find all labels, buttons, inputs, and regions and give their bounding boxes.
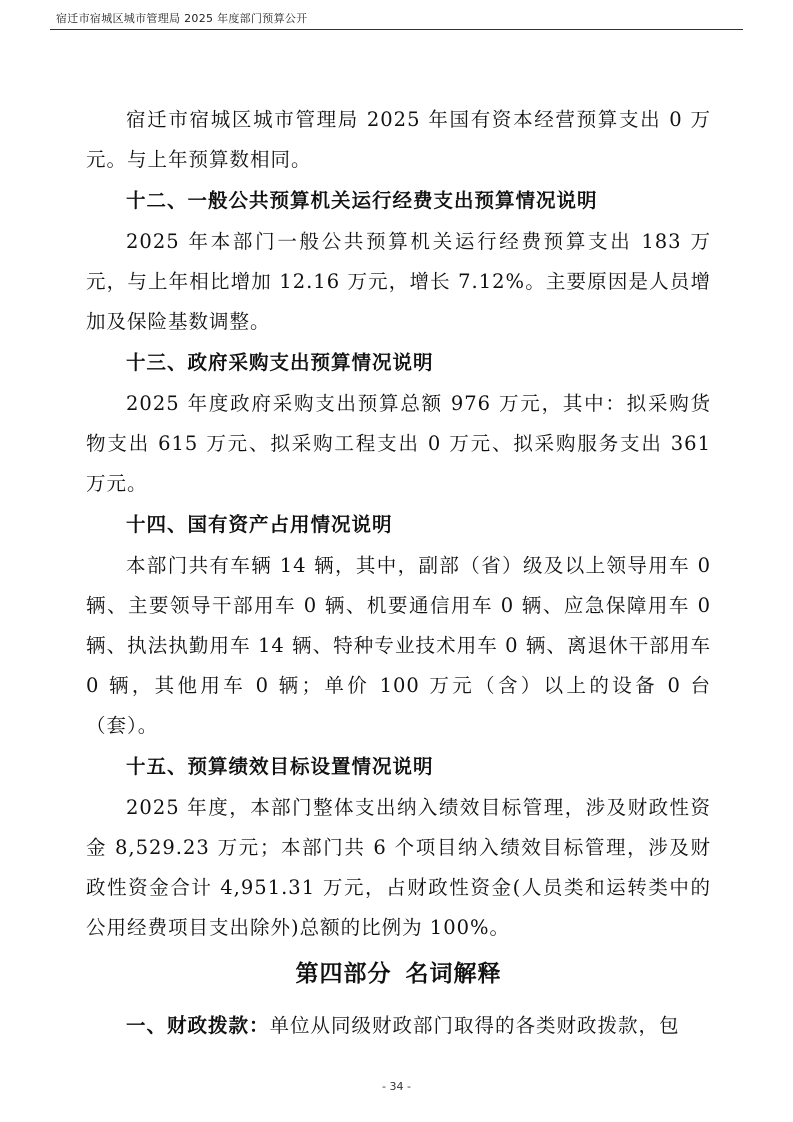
heading-section-12: 十二、一般公共预算机关运行经费支出预算情况说明 <box>126 189 598 212</box>
part-four-label: 第四部分 <box>295 960 392 987</box>
section-15-paragraph: 2025 年度，本部门整体支出纳入绩效目标管理，涉及财政性资金 8,529.23 万元；本部门共 6 个项目纳入绩效目标管理，涉及财政性资金合计 4,951.31 万元，占财政性资金(人员类和运转类中的公用经费项目支出除外)总额的比例为 100%。 <box>86 796 711 939</box>
section-12-paragraph: 2025 年本部门一般公共预算机关运行经费预算支出 183 万元，与上年相比增加 12.16 万元，增长 7.12%。主要原因是人员增加及保险基数调整。 <box>86 230 711 333</box>
state-capital-paragraph: 宿迁市宿城区城市管理局 2025 年国有资本经营预算支出 0 万元。与上年预算数相同。 <box>86 108 711 171</box>
glossary-entry-1 <box>86 1006 711 1046</box>
part-four-title <box>86 950 711 998</box>
heading-section-15: 十五、预算绩效目标设置情况说明 <box>126 755 434 778</box>
running-header: 宿迁市宿城区城市管理局 2025 年度部门预算公开 <box>56 12 308 25</box>
page-number: - 34 - <box>382 1080 411 1093</box>
part-four-subtitle: 名词解释 <box>405 960 502 987</box>
glossary-definition-1: 单位从同级财政部门取得的各类财政拨款，包 <box>269 1014 680 1037</box>
heading-section-13: 十三、政府采购支出预算情况说明 <box>126 351 434 374</box>
glossary-term-1: 一、财政拨款： <box>126 1014 270 1037</box>
page-body <box>86 100 711 1046</box>
section-13-paragraph: 2025 年度政府采购支出预算总额 976 万元，其中：拟采购货物支出 615 万元、拟采购工程支出 0 万元、拟采购服务支出 361 万元。 <box>86 392 711 495</box>
heading-section-14: 十四、国有资产占用情况说明 <box>126 513 393 536</box>
header-rule <box>50 29 743 30</box>
section-14-paragraph: 本部门共有车辆 14 辆，其中，副部（省）级及以上领导用车 0 辆、主要领导干部用车 0 辆、机要通信用车 0 辆、应急保障用车 0 辆、执法执勤用车 14 辆、特种专业技术用车 0 辆、离退休干部用车 0 辆，其他用车 0 辆；单价 100 万元（含）以上的设备 0 台（套）。 <box>86 554 711 737</box>
